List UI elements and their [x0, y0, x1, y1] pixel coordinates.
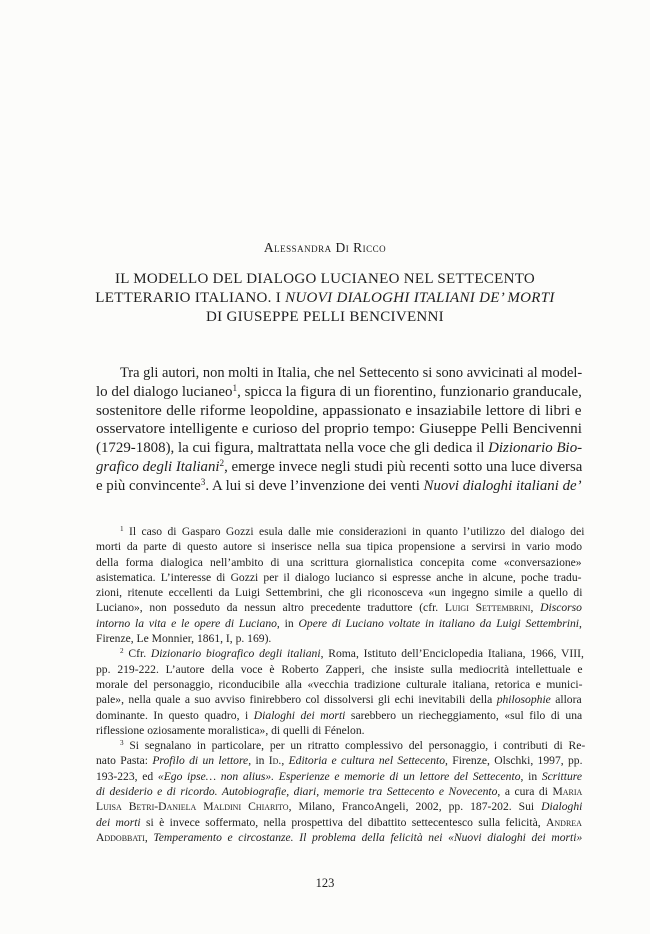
- footnote-line: Luciano», non posseduto da nessun altro precedente traduttore (cfr. Luigi Settembrini, Discorso: [96, 601, 582, 615]
- footnote-line: zioni, ritenute eccellenti da Luigi Settembrini, che gli riconosceva «un ingegno simile a quello di: [96, 586, 583, 600]
- footnote-1: $^1$ Il caso di Gasparo Gozzi esula dalle mie considerazioni in quanto l’utilizzo del dialogo dei: [120, 525, 585, 538]
- body-line: Tra gli autori, non molti in Italia, che nel Settecento si sono avvicinati al model-: [120, 364, 583, 381]
- footnote-ref-2[interactable]: 2: [219, 458, 225, 469]
- footnote-line: dei morti si è invece soffermato, nella prospettiva del dibattito settecentesco sulla felicità, Andrea: [96, 815, 582, 829]
- footnote-number: 1: [120, 525, 124, 534]
- title-line-3: DI GIUSEPPE PELLI BENCIVENNI: [206, 309, 444, 325]
- footnote-line: dominante. In questo quadro, i Dialoghi dei morti sarebbero un riecheggiamento, «sul filo di una: [96, 708, 583, 722]
- footnote-number: 2: [120, 647, 124, 656]
- footnote-line: Firenze, Le Monnier, 1861, I, p. 169).: [96, 632, 272, 646]
- footnote-line: Addobbati, Temperamento e circostanze. Il problema della felicità nei «Nuovi dialoghi dei morti»: [96, 830, 583, 844]
- title-line-1: IL MODELLO DEL DIALOGO LUCIANEO NEL SETTECENTO: [114, 271, 536, 287]
- footnote-line: pp. 219-222. L’autore della voce è Roberto Zapperi, che insiste sulla mediocrità intellettuale e: [96, 662, 583, 676]
- body-line: sostenitore delle riforme leopoldine, appassionato e insaziabile lettore di libri e: [96, 401, 582, 419]
- footnote-line: di desiderio e di ricordo. Autobiografie, diari, memorie tra Settecento e Novecento, a cura di Maria: [96, 785, 583, 799]
- footnote-line: riflessione oziosamente moralistica», di quelli di Fénelon.: [96, 723, 365, 737]
- footnote-line: pale», nella quale a suo avviso finirebbero col dissolversi gli echi inevitabili della philosophie allora: [96, 693, 582, 707]
- footnote-3: $^3$ Si segnalano in particolare, per un ritratto complessivo del personaggio, i contributi di Re-: [120, 739, 586, 753]
- footnote-line: 193-223, ed «Ego ipse… non alius». Esperienze e memorie di un lettore del Settecento, in Scritture: [96, 769, 582, 783]
- body-paragraph: [96, 364, 582, 496]
- footnote-2: $^2$ Cfr. Dizionario biografico degli italiani, Roma, Istituto dell’Enciclopedia Italiana, 1966, VIII,: [120, 647, 584, 661]
- footnote-line: asistematica. L’interesse di Gozzi per il dialogo lucianco si espresse anche in alcune, poche tradu-: [96, 570, 582, 584]
- footnote-ref-3[interactable]: 3: [200, 477, 206, 488]
- footnotes: [96, 524, 586, 845]
- footnote-line: della forma dialogica nell’ambito di una scrittura giornalistica concepita come «conversazione»: [96, 555, 582, 569]
- footnote-line: nato Pasta: Profilo di un lettore, in Id., Editoria e cultura nel Settecento, Firenze, Olschki, 1997, pp.: [96, 754, 583, 768]
- footnote-line: intorno la vita e le opere di Luciano, in Opere di Luciano voltate in italiano da Luigi Settembrini,: [96, 616, 582, 630]
- body-line: (1729-1808), la cui figura, maltrattata nella voce che gli dedica il Dizionario Bio-: [96, 439, 583, 457]
- footnote-ref-1[interactable]: 1: [232, 383, 238, 394]
- footnote-line: morti da parte di questo autore si inserisce nella sua tipica propensione a servirsi in vario modo: [96, 540, 583, 554]
- body-line: lo del dialogo lucianeo$^1$, spicca la figura di un fiorentino, funzionario granducale,: [96, 382, 582, 400]
- footnote-line: Luisa Betri-Daniela Maldini Chiarito, Milano, FrancoAngeli, 2002, pp. 187-202. Sui Dialoghi: [96, 800, 583, 814]
- body-line: e più convincente$^3$. A lui si deve l’invenzione dei venti Nuovi dialoghi italiani de’: [96, 476, 582, 494]
- body-line: osservatore intelligente e curioso del proprio tempo: Giuseppe Pelli Bencivenni: [96, 420, 582, 438]
- footnote-line: morale del personaggio, riconducibile alla «vecchia tradizione culturale italiana, retorica e munici-: [96, 677, 583, 691]
- chapter-title: [90, 270, 560, 327]
- footnote-number: 3: [120, 739, 124, 748]
- body-line: grafico degli Italiani$^2$, emerge invece negli studi più recenti sotto una luce diversa: [96, 457, 583, 475]
- page-number: 123: [315, 876, 335, 890]
- title-line-2: LETTERARIO ITALIANO. I NUOVI DIALOGHI ITALIANI DE’ MORTI: [95, 290, 555, 306]
- author-name: Alessandra Di Ricco: [263, 240, 387, 255]
